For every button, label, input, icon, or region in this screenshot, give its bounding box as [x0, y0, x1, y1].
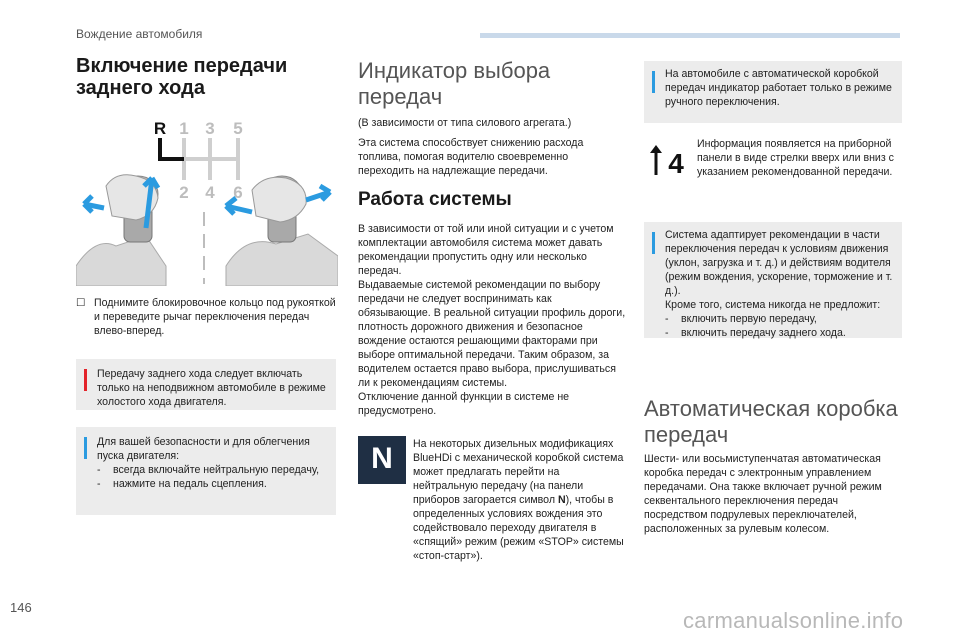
warning-icon [84, 369, 87, 391]
list-item: - всегда включайте нейтральную передачу, [97, 463, 329, 477]
gearshift-diagram [76, 116, 338, 286]
automatic-info-text: На автомобиле с автоматической коробкой передач индикатор работает только в режиме ручного переключения. [665, 68, 892, 108]
info-icon [84, 437, 87, 459]
adaptation-info-box [644, 222, 902, 338]
shift-up-arrow-icon [646, 141, 688, 177]
section-title: Вождение автомобиля [76, 27, 203, 41]
safety-info-list [97, 463, 329, 491]
gear-label-4: 4 [205, 183, 215, 202]
automatic-gearbox-body: Шести- или восьмиступенчатая автоматическая коробка передач с электронным управлением передачами. Она также включает ручной режим секвентального переключения передач посредством подрулевых переключателей, расположенных за рулевым колесом. [644, 453, 882, 535]
neutral-recommendation-text [413, 437, 625, 563]
gear-label-6: 6 [233, 183, 243, 202]
gear-pattern-icon [184, 138, 238, 180]
list-item: - включить первую передачу, [665, 312, 899, 326]
safety-info-intro: Для вашей безопасности и для облегчения пуска двигателя: [97, 436, 310, 462]
list-item: - нажмите на педаль сцепления. [97, 477, 329, 491]
automatic-gearbox-title: Автоматическая коробка передач [644, 396, 898, 447]
gear-label-5: 5 [233, 119, 243, 138]
right-gearknob-hand-icon [226, 176, 338, 286]
warning-box [76, 359, 336, 410]
reverse-instruction-text: Поднимите блокировочное кольцо под рукояткой и переведите рычаг переключения передач влево-вперед. [94, 297, 336, 337]
gear-label-2: 2 [179, 183, 189, 202]
neutral-text-part: На некоторых дизельных модификациях BlueHDi с механической коробкой система может предлагать перейти на нейтральную передачу (на панели приборов загорается символ [413, 438, 624, 506]
gear-label-1: 1 [179, 119, 189, 138]
list-item: - включить передачу заднего хода. [665, 326, 899, 340]
left-gearknob-hand-icon [76, 175, 166, 286]
gear-label-3: 3 [205, 119, 215, 138]
arrow-info-text: Информация появляется на приборной панели в виде стрелки вверх или вниз с указанием рекомендованной передачи. [697, 138, 894, 178]
page-number: 146 [10, 600, 32, 615]
warning-text: Передачу заднего хода следует включать только на неподвижном автомобиле в режиме холостого хода двигателя. [97, 368, 326, 408]
gear-indicator-title: Индикатор выбора передач [358, 58, 551, 109]
header-divider [480, 33, 900, 38]
reverse-gear-title: Включение передачи заднего хода [76, 55, 288, 99]
info-icon [652, 232, 655, 254]
neutral-indicator-icon [358, 436, 406, 484]
automatic-info-box [644, 61, 902, 123]
watermark: carmanualsonline.info [683, 608, 904, 633]
system-operation-title: Работа системы [358, 189, 512, 210]
safety-info-box [76, 427, 336, 515]
neutral-text-bold: N [557, 494, 566, 506]
n-symbol: N [371, 442, 393, 475]
recommended-gear-number: 4 [668, 148, 684, 177]
info-icon [652, 71, 655, 93]
adaptation-info-list [665, 312, 899, 340]
checkbox-bullet-icon: ☐ [76, 297, 86, 309]
gear-indicator-intro: Эта система способствует снижению расхода топлива, помогая водителю своевременно переходить на надлежащие передачи. [358, 137, 584, 177]
reverse-path-icon [160, 138, 184, 159]
reverse-instruction [76, 296, 338, 338]
neutral-text-part: ), чтобы в определенных условиях вождения это содействовало переходу двигателя в «спящий» режим (режим «STOP» системы «стоп-старт»). [413, 494, 624, 562]
adaptation-info-intro: Система адаптирует рекомендации в части переключения передач к условиям движения (уклон, загрузка и т. д.) и действиям водителя (режим вождения, ускорение, торможение и т. д.). Кроме того, система никогда не предложит: [665, 229, 893, 311]
gear-label-r: R [153, 119, 167, 138]
powertrain-note: (В зависимости от типа силового агрегата.) [358, 117, 572, 129]
system-operation-body: В зависимости от той или иной ситуации и с учетом комплектации автомобиля система может давать рекомендации пропустить одну или несколько передач. Выдаваемые системой рекомендации по выбору передачи не следует воспринимать как обязывающие. В реальной ситуации профиль дороги, плотность дорожного движения и безопасное вождение остаются решающими факторами при выборе оптимальной передачи. Таким образом, за водителем остается право выбора, прислушиваться ли к рекомендациям системы. Отключение данной функции в системе не предусмотрено. [358, 223, 626, 417]
